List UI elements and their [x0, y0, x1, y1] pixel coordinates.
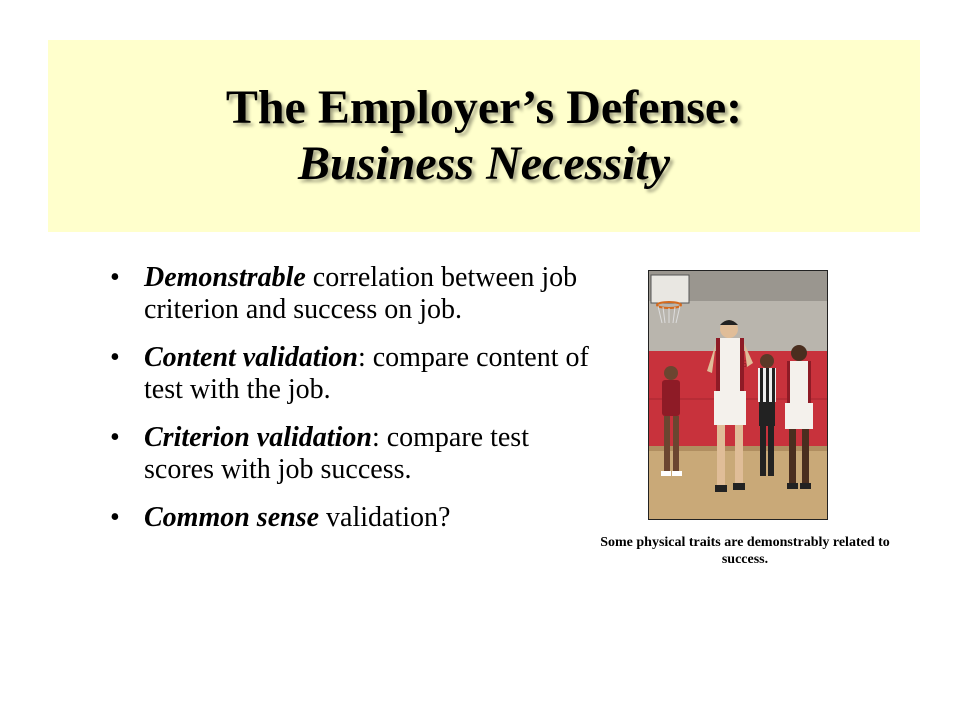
photo-caption: Some physical traits are demonstrably related to success. [600, 535, 890, 567]
bullet-item [110, 342, 600, 406]
bullet-text: : compare test scores with job success. [144, 422, 529, 485]
bullet-emphasis: Common sense [144, 502, 320, 533]
slide-title: The Employer’s Defense: [225, 81, 743, 134]
bullet-item [110, 262, 600, 326]
backboard [651, 275, 689, 303]
bullet-text: validation? [319, 502, 451, 533]
basketball-photo [648, 270, 828, 520]
basketball-players-illustration [649, 271, 827, 519]
bullet-list [110, 262, 600, 550]
bullet-item [110, 422, 600, 486]
bullet-emphasis: Content validation [144, 342, 358, 373]
title-band [48, 40, 920, 232]
bullet-text: : compare content of test with the job. [144, 342, 589, 405]
bullet-dot-icon: • [110, 422, 120, 453]
bullet-dot-icon: • [110, 502, 120, 533]
bullet-dot-icon: • [110, 262, 120, 293]
bullet-emphasis: Criterion validation [144, 422, 372, 453]
svg-text:5: 5 [742, 359, 748, 369]
bullet-dot-icon: • [110, 342, 120, 373]
bullet-item [110, 502, 600, 534]
bullet-emphasis: Demonstrable [144, 262, 306, 293]
slide-subtitle: Business Necessity [298, 137, 670, 190]
bullet-text: correlation between job criterion and success on job. [144, 262, 578, 325]
